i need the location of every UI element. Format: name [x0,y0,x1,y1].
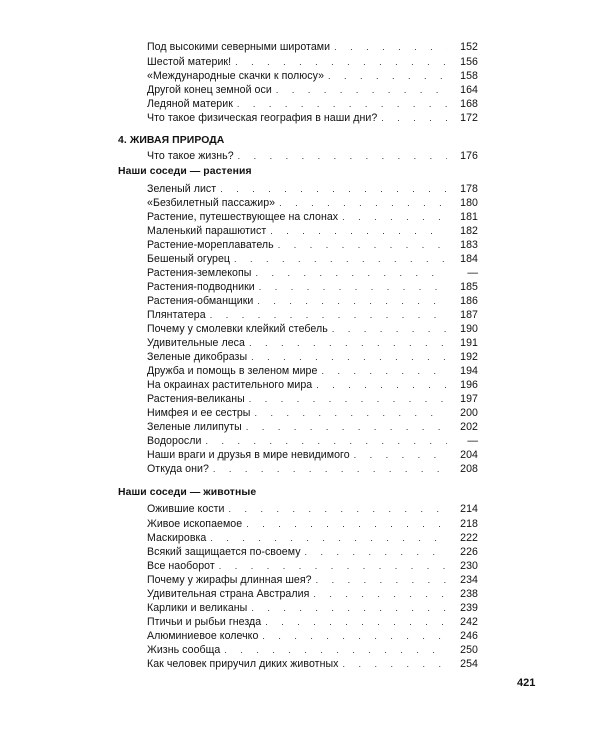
toc-entry-title: Что такое физическая география в наши дни? [147,112,378,124]
toc-entry-page: 176 [460,150,478,162]
toc-entry-page: 191 [460,337,478,349]
leader-dots [238,149,447,163]
toc-entry [147,643,478,657]
toc-entry-page: 200 [460,407,478,419]
leader-dots [255,266,447,280]
leader-dots [235,55,447,69]
leader-dots [276,83,447,97]
toc-entry-page: 230 [460,560,478,572]
toc-entry-title: Зеленые лилипуты [147,421,242,433]
toc-entry-title: «Безбилетный пассажир» [147,197,276,209]
leader-dots [229,502,448,516]
toc-entry [147,350,478,364]
toc-entry-page: 242 [460,616,478,628]
toc-entry [147,502,478,516]
toc-entry-title: Бешеный огурец [147,253,231,265]
leader-dots [205,434,447,448]
toc-entry-page: — [467,267,478,279]
toc-entry-title: Наши враги и друзья в мире невидимого [147,449,350,461]
toc-entry-page: 178 [460,183,478,195]
toc-entry-title: Как человек приручил диких животных [147,658,339,670]
toc-entry [147,615,478,629]
leader-dots [332,322,447,336]
toc-entry-title: Всякий защищается по-своему [147,546,301,558]
toc-entry [147,210,478,224]
leader-dots [265,615,447,629]
toc-entry-title: Нимфея и ее сестры [147,407,251,419]
toc-entry [147,531,478,545]
toc-entry-page: 208 [460,463,478,475]
toc-entry-page: 222 [460,532,478,544]
toc-entry-title: Жизнь сообща [147,644,221,656]
leader-dots [342,657,447,671]
leader-dots [316,573,447,587]
toc-entry [147,266,478,280]
toc-entry [147,587,478,601]
toc-entry-title: Ледяной материк [147,98,233,110]
toc-entry-page: 214 [460,503,478,515]
toc-entry-page: 181 [460,211,478,223]
toc-entry-title: Живое ископаемое [147,518,243,530]
toc-entry [147,149,478,163]
toc-entry-page: 192 [460,351,478,363]
toc-entry-title: Карлики и великаны [147,602,248,614]
toc-entry [147,111,478,125]
leader-dots [313,587,447,601]
toc-entry [147,364,478,378]
subsection-heading: Наши соседи — животные [118,487,257,498]
leader-dots [246,420,447,434]
leader-dots [249,392,447,406]
toc-entry [147,378,478,392]
leader-dots [224,643,447,657]
toc-entry-title: Все наоборот [147,560,215,572]
toc-entry [147,308,478,322]
leader-dots [246,517,447,531]
toc-entry-page: 197 [460,393,478,405]
toc-entry-title: Растение, путешествующее на слонах [147,211,339,223]
toc-entry-title: Зеленый лист [147,183,217,195]
leader-dots [257,294,447,308]
toc-entry-page: 172 [460,112,478,124]
leader-dots [237,97,447,111]
toc-entry [147,657,478,671]
toc-entry [147,196,478,210]
toc-entry-page: 238 [460,588,478,600]
toc-entry-title: «Международные скачки к полюсу» [147,70,325,82]
toc-entry-title: Маскировка [147,532,207,544]
toc-entry-title: Дружба и помощь в зеленом мире [147,365,318,377]
toc-entry-page: 250 [460,644,478,656]
toc-entry [147,322,478,336]
toc-entry-page: 187 [460,309,478,321]
toc-entry-page: 239 [460,602,478,614]
leader-dots [328,69,447,83]
leader-dots [251,350,447,364]
leader-dots [249,336,447,350]
toc-entry [147,559,478,573]
toc-entry [147,448,478,462]
leader-dots [213,462,447,476]
toc-entry [147,252,478,266]
toc-entry [147,97,478,111]
toc-entry-page: 182 [460,225,478,237]
toc-entry-title: Удивительная страна Австралия [147,588,310,600]
toc-entry-title: Растение-мореплаватель [147,239,274,251]
toc-entry [147,336,478,350]
toc-entry-title: На окраинах растительного мира [147,379,313,391]
leader-dots [234,252,447,266]
section-heading: 4. ЖИВАЯ ПРИРОДА [118,135,225,146]
toc-entry-page: 190 [460,323,478,335]
toc-entry [147,182,478,196]
toc-entry-title: Алюминиевое колечко [147,630,259,642]
leader-dots [210,308,447,322]
toc-entry-title: Растения-землекопы [147,267,252,279]
subsection-heading: Наши соседи — растения [118,166,252,177]
leader-dots [262,629,447,643]
toc-entry [147,69,478,83]
leader-dots [316,378,447,392]
toc-entry-page: 226 [460,546,478,558]
toc-entry-title: Растения-обманщики [147,295,254,307]
toc-entry-page: 234 [460,574,478,586]
toc-entry [147,517,478,531]
toc-entry-page: 218 [460,518,478,530]
toc-entry-title: Откуда они? [147,463,209,475]
toc-entry [147,601,478,615]
toc-entry-title: Птичьи и рыбьи гнезда [147,616,262,628]
toc-entry-title: Почему у жирафы длинная шея? [147,574,312,586]
toc-entry-page: 204 [460,449,478,461]
toc-entry [147,238,478,252]
toc-entry [147,40,478,54]
toc-entry-page: 246 [460,630,478,642]
toc-entry-page: 180 [460,197,478,209]
toc-entry-page: 158 [460,70,478,82]
toc-entry-page: 168 [460,98,478,110]
leader-dots [219,559,447,573]
toc-entry-page: 185 [460,281,478,293]
toc-entry-title: Удивительные леса [147,337,245,349]
toc-entry [147,434,478,448]
toc-entry-page: 202 [460,421,478,433]
toc-entry-page: 184 [460,253,478,265]
toc-entry-page: 194 [460,365,478,377]
toc-entry-title: Что такое жизнь? [147,150,234,162]
toc-entry [147,83,478,97]
toc-entry-page: 254 [460,658,478,670]
toc-entry-page: 164 [460,84,478,96]
toc-entry [147,294,478,308]
toc-entry-page: 186 [460,295,478,307]
toc-entry [147,545,478,559]
leader-dots [254,406,447,420]
toc-entry-page: 196 [460,379,478,391]
toc-entry-title: Шестой материк! [147,56,232,68]
toc-entry-title: Почему у смолевки клейкий стебель [147,323,328,335]
toc-entry-title: Другой конец земной оси [147,84,272,96]
leader-dots [354,448,447,462]
toc-entry [147,629,478,643]
leader-dots [342,210,447,224]
leader-dots [321,364,447,378]
toc-entry [147,420,478,434]
leader-dots [251,601,447,615]
toc-entry-page: 183 [460,239,478,251]
toc-entry-title: Плянтатера [147,309,206,321]
toc-entry [147,392,478,406]
toc-entry-title: Водоросли [147,435,202,447]
page-number: 421 [517,677,536,689]
toc-entry [147,406,478,420]
toc-entry-title: Зеленые дикобразы [147,351,248,363]
leader-dots [270,224,447,238]
toc-entry-title: Под высокими северными широтами [147,41,331,53]
toc-entry-page: 156 [460,56,478,68]
toc-entry-title: Маленький парашютист [147,225,267,237]
leader-dots [210,531,447,545]
leader-dots [279,196,447,210]
leader-dots [305,545,447,559]
leader-dots [334,40,447,54]
toc-entry [147,462,478,476]
toc-entry [147,280,478,294]
toc-entry-title: Растения-великаны [147,393,245,405]
toc-entry-page: — [467,435,478,447]
toc-entry [147,224,478,238]
leader-dots [278,238,447,252]
toc-entry [147,573,478,587]
toc-entry-page: 152 [460,41,478,53]
toc-entry [147,55,478,69]
leader-dots [220,182,447,196]
toc-entry-title: Ожившие кости [147,503,225,515]
leader-dots [259,280,447,294]
toc-entry-title: Растения-подводники [147,281,255,293]
leader-dots [381,111,447,125]
